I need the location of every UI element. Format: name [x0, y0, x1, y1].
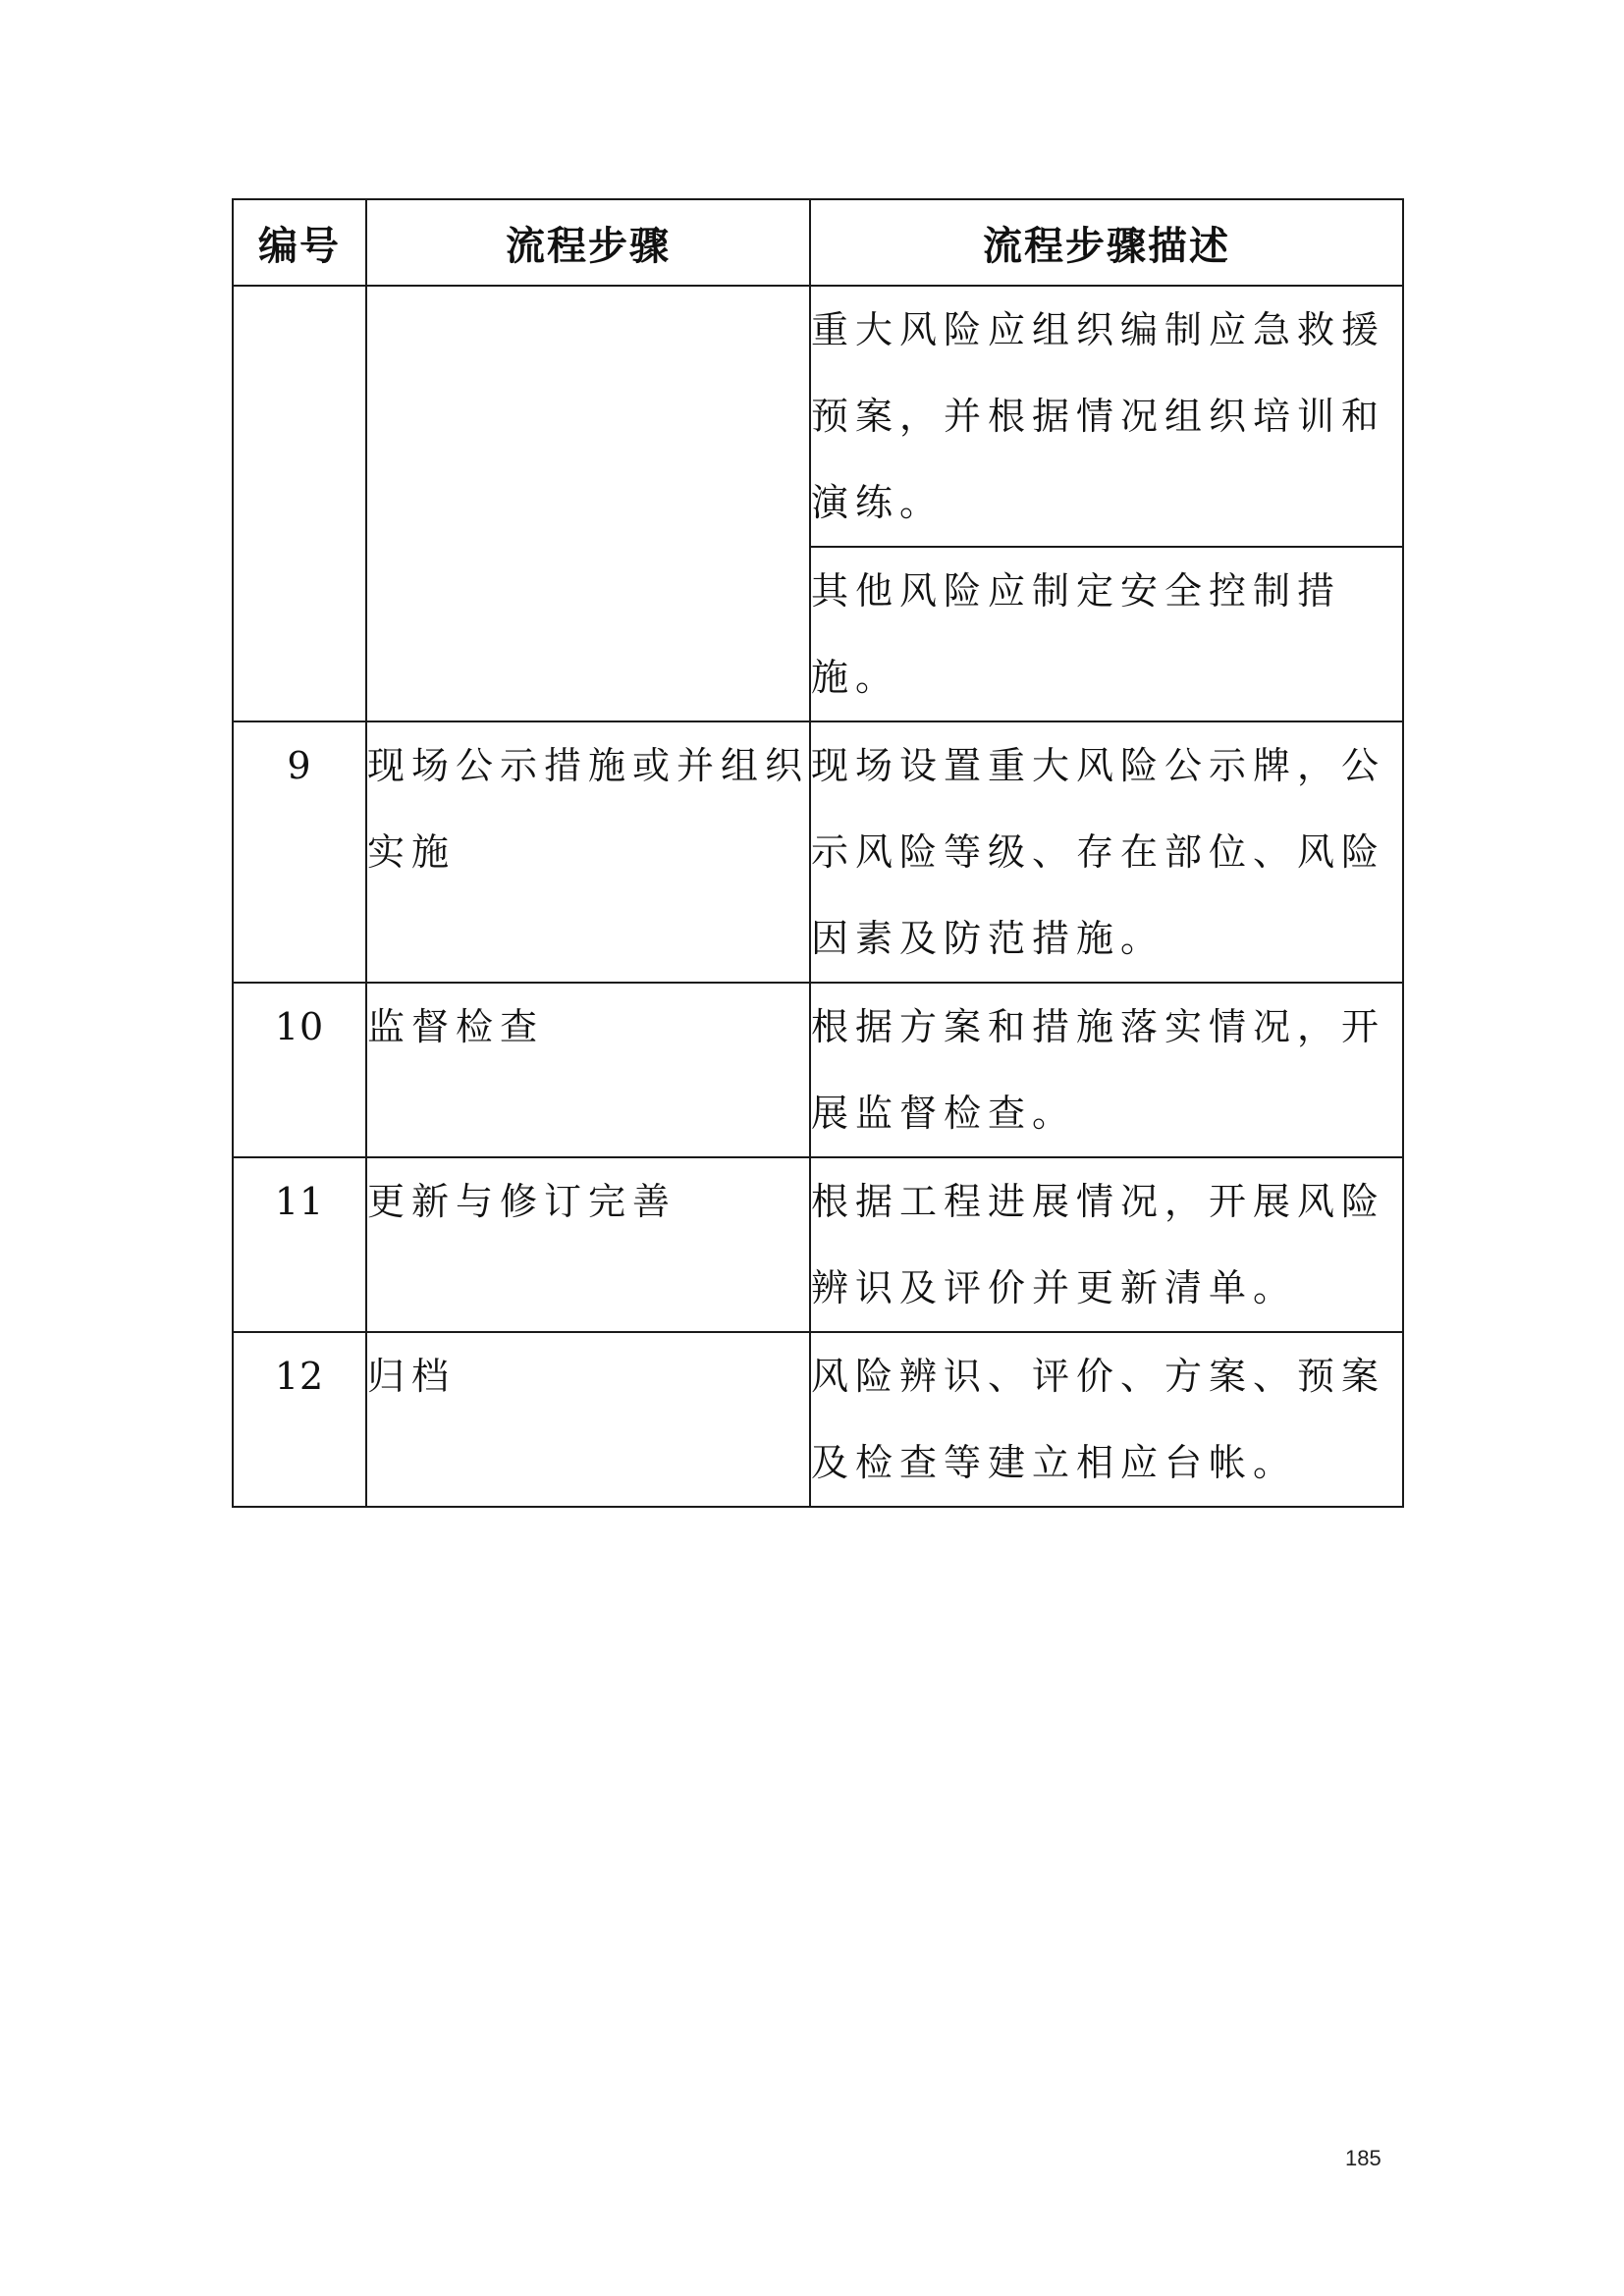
- row-description-cell: 其他风险应制定安全控制措施。: [810, 547, 1403, 721]
- table-row: [233, 1332, 1403, 1507]
- row-step-cell: 监督检查: [366, 983, 810, 1157]
- row-number-cell: 10: [233, 983, 366, 1157]
- header-step: 流程步骤: [366, 199, 810, 286]
- row-step-cell: [366, 286, 810, 721]
- page-number: 185: [1345, 2146, 1381, 2170]
- row-description-cell: 重大风险应组织编制应急救援预案，并根据情况组织培训和演练。: [810, 286, 1403, 547]
- table-row: [233, 286, 1403, 547]
- table-header-row: [233, 199, 1403, 286]
- table-row: [233, 983, 1403, 1157]
- row-number-cell: [233, 286, 366, 721]
- row-step-cell: 更新与修订完善: [366, 1157, 810, 1332]
- header-description: 流程步骤描述: [810, 199, 1403, 286]
- row-number-cell: 11: [233, 1157, 366, 1332]
- table-row: [233, 721, 1403, 983]
- row-description-cell: 风险辨识、评价、方案、预案及检查等建立相应台帐。: [810, 1332, 1403, 1507]
- header-number: 编号: [233, 199, 366, 286]
- row-number-cell: 12: [233, 1332, 366, 1507]
- table-row: [233, 1157, 1403, 1332]
- row-step-cell: 归档: [366, 1332, 810, 1507]
- process-table: [232, 198, 1404, 1508]
- row-step-cell: 现场公示措施或并组织实施: [366, 721, 810, 983]
- row-description-cell: 现场设置重大风险公示牌，公示风险等级、存在部位、风险因素及防范措施。: [810, 721, 1403, 983]
- row-description-cell: 根据工程进展情况，开展风险辨识及评价并更新清单。: [810, 1157, 1403, 1332]
- row-description-cell: 根据方案和措施落实情况，开展监督检查。: [810, 983, 1403, 1157]
- row-number-cell: 9: [233, 721, 366, 983]
